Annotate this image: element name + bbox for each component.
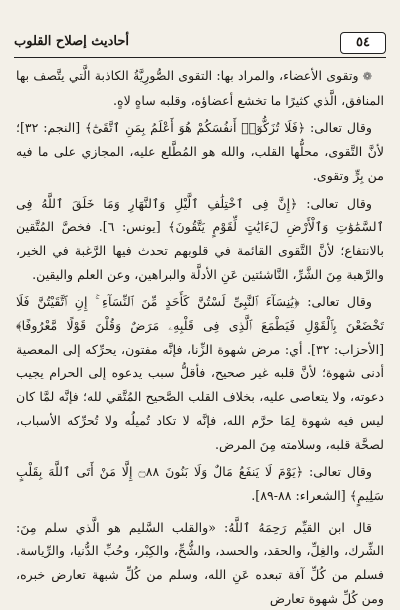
- paragraph-4: وقال تعالى: ﴿يَٰنِسَآءَ ٱلنَّبِىِّ لَسْتُنَّ كَأَحَدٍ مِّنَ ٱلنِّسَآءِ ۚ إِنِ ٱتَّقَيْتُنَّ فَلَا تَخْضَعْنَ بِٱلْقَوْلِ فَيَطْمَعَ ٱلَّذِى فِى قَلْبِهِۦ مَرَضٌ وَقُلْنَ قَوْلًا مَّعْرُوفًا﴾ [الأحزاب: ٣٢]. أي: مرض شهوة الزِّنا، فإنَّه مفتون، يحرِّكه إلى المعصية أدنى شهوة؛ لأنَّ قلبه غير صحيح، فأقلُّ سبب يدعوه إلى الحرام يجيب دعوته، ولا يتعاصى عليه، بخلاف القلب الصَّحيح المُتَّقي لله؛ فإنَّه لمَّا كان ليس فيه شهوة لِمَا حرَّم الله، فإنَّه لا تكاد تُميلُه ولا تُحرِّكه الأسباب، لصحَّة قلبه، وسلامته مِنَ المرض.: [16, 294, 384, 452]
- paragraph-3: وقال تعالى: ﴿إِنَّ فِى ٱخْتِلَٰفِ ٱلَّيْلِ وَٱلنَّهَارِ وَمَا خَلَقَ ٱللَّهُ فِى ٱلسَّمَٰوَٰتِ وَٱلْأَرْضِ لَءَايَٰتٍ لِّقَوْمٍ يَتَّقُونَ﴾ [يونس: ٦]. فخصَّ المُتَّقين بالانتفاع؛ لأنَّ التَّقوى القائمة في قلوبهم تحدث فيها الرَّغبة في الخير، والرَّهبة مِنَ الشَّرِّ، النَّاشئتين عَنِ الأدلَّة والبراهين، وعن العلم واليقين.: [16, 195, 384, 282]
- page-number-box: [340, 32, 386, 54]
- running-title: أحاديث إصلاح القلوب: [14, 34, 130, 49]
- page-header: [14, 32, 386, 54]
- paragraph-1: [16, 64, 384, 112]
- flower-ornament-icon: ❁: [362, 70, 372, 83]
- paragraph-2: وقال تعالى: ﴿فَلَا تُزَكُّوٓا۟ أَنفُسَكُمْ هُوَ أَعْلَمُ بِمَنِ ٱتَّقَىٰٓ﴾ [النجم: ٣٢]؛ لأنَّ التَّقوى، محلُّها القلب، والله هو المُطَّلع عليه، المجازي على ما فيه من بِرٍّ وتقوى.: [16, 120, 384, 183]
- body-text: [16, 64, 384, 606]
- paragraph-6: قال ابن القيِّم رَحِمَهُ ٱللَّهُ: «والقلب السَّليم هو الَّذي سلم مِنَ: الشِّرك، والغِلِّ، والحقد، والحسد، والشُّحِّ، والكِبْر، وحُبِّ الدُّنيا، والرِّياسة. فسلم من كُلِّ آفة تبعده عَنِ الله، وسلم من كُلِّ شبهة تعارض خبره، ومن كُلِّ شهوة تعارض: [16, 519, 384, 606]
- paragraph-1-text: وتقوى الأعضاء، والمراد بها: التقوى الصُّورِيَّةُ الكاذبة الَّتي يتَّصف بها المنافق، الَّذي كثيرًا ما تخشع أعضاؤه، وقلبه ساهٍ لاهٍ.: [16, 68, 384, 108]
- page-number: ٥٤: [356, 35, 370, 50]
- header-divider: [14, 57, 386, 58]
- paragraph-5: وقال تعالى: ﴿يَوْمَ لَا يَنفَعُ مَالٌ وَلَا بَنُونَ ۝٨٨ إِلَّا مَنْ أَتَى ٱللَّهَ بِقَلْبٍ سَلِيمٍ﴾ [الشعراء: ٨٨-٨٩].: [16, 464, 384, 503]
